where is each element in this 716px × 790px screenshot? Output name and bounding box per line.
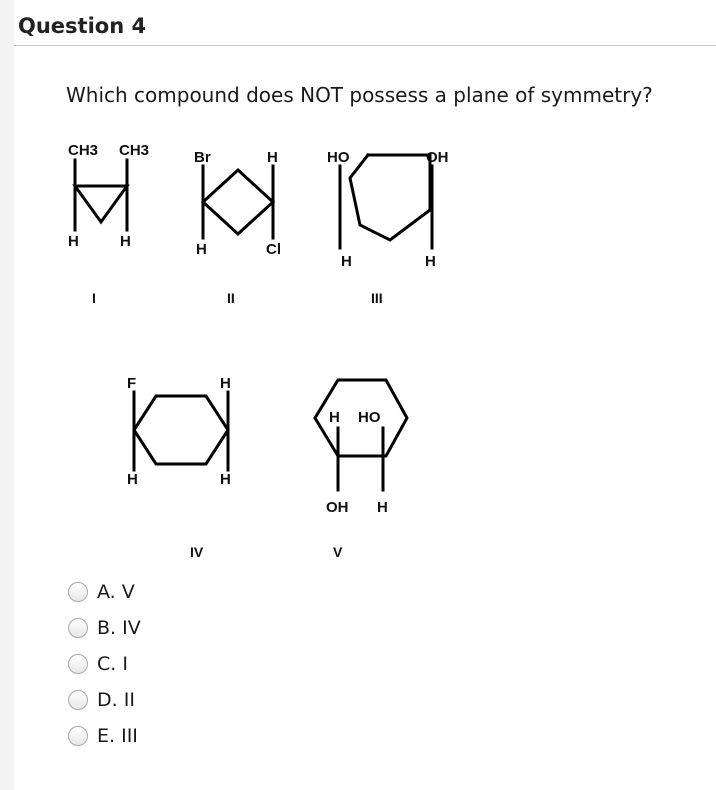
answer-options bbox=[68, 574, 141, 754]
option-a-radio[interactable] bbox=[68, 582, 88, 602]
structure-1-ch3-left: CH3 bbox=[68, 142, 99, 159]
option-c-label[interactable]: C. I bbox=[97, 653, 128, 675]
structure-2-h-top: H bbox=[267, 149, 278, 166]
structure-1-h-left: H bbox=[68, 233, 79, 250]
structure-3-numeral: III bbox=[371, 290, 383, 306]
question-text: Which compound does NOT possess a plane of symmetry? bbox=[66, 83, 653, 107]
structure-5 bbox=[315, 380, 407, 560]
structure-4-numeral: IV bbox=[190, 544, 204, 560]
structure-3 bbox=[327, 149, 449, 306]
structure-2 bbox=[194, 149, 281, 306]
structure-1-h-right: H bbox=[120, 233, 131, 250]
structure-2-cl: Cl bbox=[266, 241, 281, 258]
structure-5-oh-bottom: OH bbox=[326, 499, 349, 516]
question-title: Question 4 bbox=[18, 14, 147, 38]
structure-2-numeral: II bbox=[227, 290, 235, 306]
structure-5-h-ring: H bbox=[329, 409, 340, 426]
structure-3-ho: HO bbox=[327, 149, 350, 166]
option-b[interactable] bbox=[68, 610, 141, 646]
structure-4 bbox=[127, 375, 231, 560]
structure-3-h-right: H bbox=[425, 253, 436, 270]
structure-2-br: Br bbox=[194, 149, 211, 166]
structure-5-numeral: V bbox=[333, 544, 343, 560]
structure-3-ring bbox=[350, 155, 430, 240]
structure-2-ring bbox=[203, 170, 273, 234]
option-a[interactable] bbox=[68, 574, 141, 610]
structure-1-ch3-right: CH3 bbox=[119, 142, 150, 159]
option-e-label[interactable]: E. III bbox=[97, 725, 138, 747]
structure-4-h-top: H bbox=[220, 375, 231, 392]
option-d-radio[interactable] bbox=[68, 690, 88, 710]
structure-4-f: F bbox=[127, 375, 137, 392]
option-d-label[interactable]: D. II bbox=[97, 689, 135, 711]
option-a-label[interactable]: A. V bbox=[97, 581, 135, 603]
structure-5-ho-ring: HO bbox=[358, 409, 381, 426]
option-c[interactable] bbox=[68, 646, 141, 682]
structure-4-h-bottom-left: H bbox=[127, 471, 138, 488]
structure-4-h-bottom-right: H bbox=[220, 471, 231, 488]
option-d[interactable] bbox=[68, 682, 141, 718]
option-e-radio[interactable] bbox=[68, 726, 88, 746]
structure-2-h-bottom: H bbox=[196, 241, 207, 258]
option-c-radio[interactable] bbox=[68, 654, 88, 674]
structure-3-h-left: H bbox=[341, 253, 352, 270]
structure-5-h-bottom: H bbox=[377, 499, 388, 516]
option-b-label[interactable]: B. IV bbox=[97, 617, 141, 639]
option-e[interactable] bbox=[68, 718, 141, 754]
option-b-radio[interactable] bbox=[68, 618, 88, 638]
structure-1 bbox=[68, 142, 149, 306]
structure-4-ring bbox=[134, 396, 228, 464]
structure-3-oh: OH bbox=[426, 149, 449, 166]
structure-1-ring bbox=[75, 186, 127, 222]
structure-1-numeral: I bbox=[92, 290, 96, 306]
